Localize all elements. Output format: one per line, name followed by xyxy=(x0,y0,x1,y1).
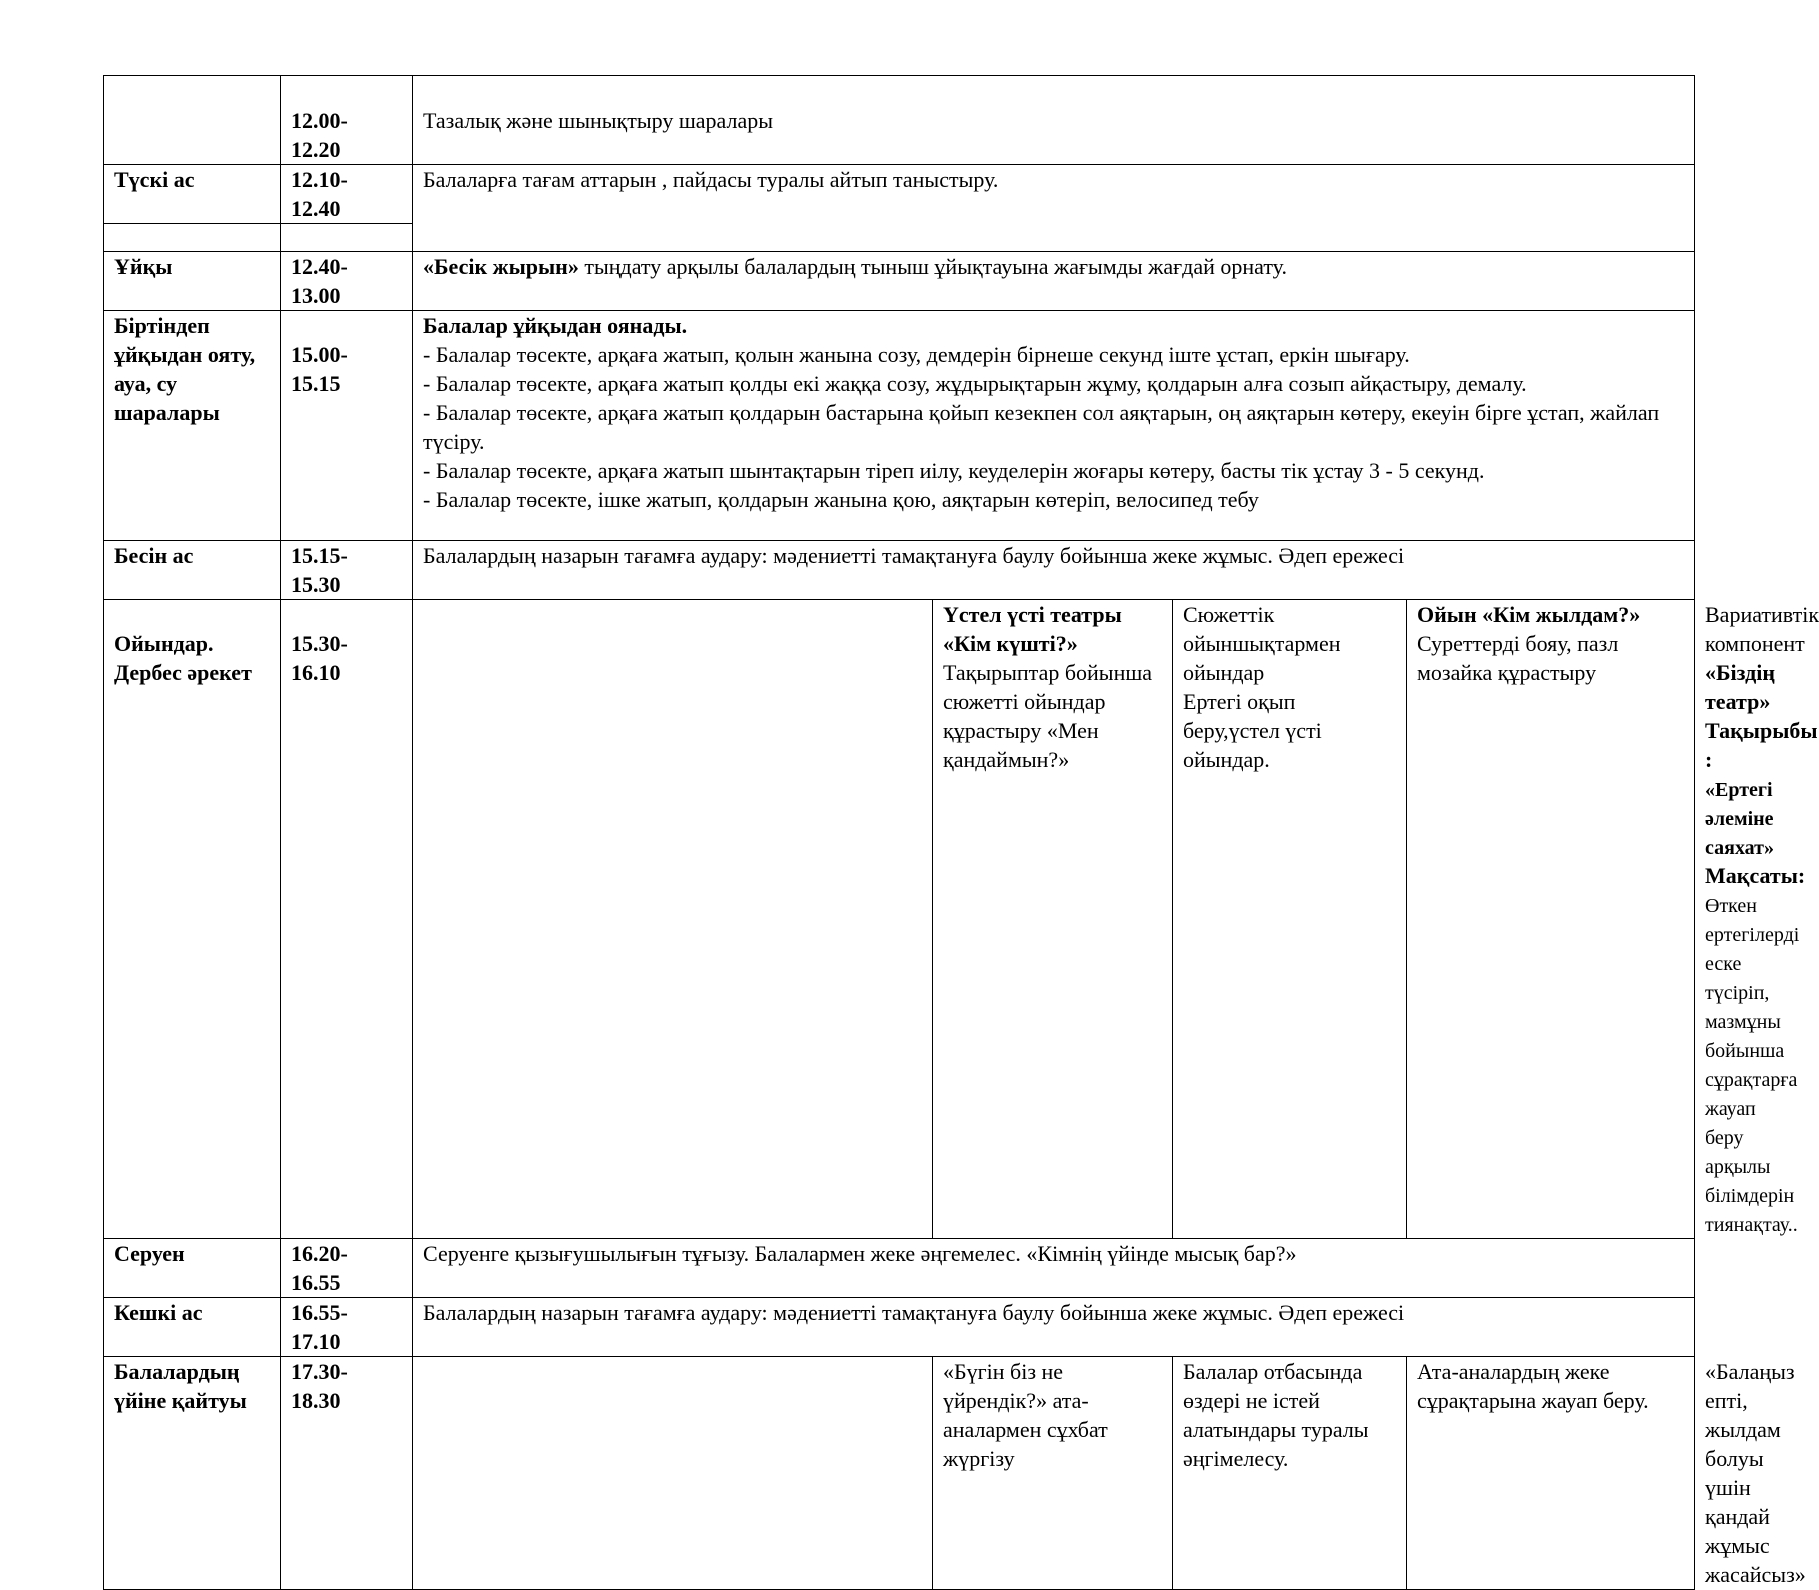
row-snack xyxy=(104,541,1695,600)
row-games: Ойындар. Дербес әрекет 15.30- 16.10 Үстел үсті театры «Кім күшті?» Тақырыптар бойынша сюжетті ойындар құрастыру «Мен қандаймын?» Сюжеттік ойыншықтармен ойындар Ертегі оқып беру,үстел үсті ойындар. Ойын «Кім жылдам?» Суреттерді бояу, пазл мозайка құрастыру Вариативтік компонент «Біздің театр» Тақырыбы : «Ертегі әлеміне саяхат» Мақсаты: Өткен ертегілерді еске түсіріп, мазмұны бойынша сұрақтарға жауап беру арқылы білімдерін тиянақтау.. xyxy=(104,600,1695,1239)
time-cell xyxy=(281,1239,413,1298)
time-cell xyxy=(281,541,413,600)
empty-cell xyxy=(281,224,413,252)
story-games-cell xyxy=(1173,600,1407,1239)
time-cell xyxy=(281,311,413,541)
activity-cell xyxy=(104,76,281,165)
time-range: 12.10- 12.40 xyxy=(291,167,348,221)
content-text: Балаларға тағам аттарын , пайдасы туралы айтып таныстыру. xyxy=(423,167,999,192)
exercise-line: - Балалар төсекте, ішке жатып, қолдарын жанына қою, аяқтарын көтеріп, велосипед тебу xyxy=(423,487,1259,512)
cell-bold-text: Ойын «Кім жылдам?» xyxy=(1417,602,1641,627)
activity-cell: Ұйқы xyxy=(104,252,281,311)
row-dinner xyxy=(104,1298,1695,1357)
time-range: 15.30- 16.10 xyxy=(291,631,348,685)
time-range: 12.00- 12.20 xyxy=(291,108,348,162)
row-lunch xyxy=(104,165,1695,224)
table-theatre-cell xyxy=(933,600,1173,1239)
content-cell xyxy=(413,1298,1695,1357)
who-is-fast-cell xyxy=(1407,600,1695,1239)
time-cell xyxy=(281,1357,413,1590)
goal-label: Мақсаты: xyxy=(1705,863,1806,888)
cell-bold-text: Үстел үсті театры «Кім күшті?» xyxy=(943,602,1122,656)
activity-label: Ойындар. Дербес әрекет xyxy=(114,631,252,685)
time-range: 17.30- 18.30 xyxy=(291,1359,348,1413)
time-range: 15.15- 15.30 xyxy=(291,543,348,597)
row-walk xyxy=(104,1239,1695,1298)
row-hygiene xyxy=(104,76,1695,165)
cell-text: Тақырыптар бойынша сюжетті ойындар құрастыру «Мен қандаймын?» xyxy=(943,660,1153,772)
cell-text: Суреттерді бояу, пазл мозайка құрастыру xyxy=(1417,631,1619,685)
activity-cell: Балалардың үйіне қайтуы xyxy=(104,1357,281,1590)
activity-cell: Түскі ас xyxy=(104,165,281,224)
row-wakeup xyxy=(104,311,1695,541)
daily-schedule-table xyxy=(103,75,1819,1590)
activity-cell: Кешкі ас xyxy=(104,1298,281,1357)
empty-cell xyxy=(104,224,281,252)
goal-value: Өткен ертегілерді еске түсіріп, мазмұны бойынша сұрақтарға жауап беру арқылы білімдерін тиянақтау.. xyxy=(1705,895,1800,1236)
exercise-line: - Балалар төсекте, арқаға жатып қолдарын бастарына қойып кезекпен сол аяқтарын, оң аяқтарын көтеру, екеуін бірге ұстап, жайлап түсіру. xyxy=(423,400,1660,454)
content-text: тыңдату арқылы балалардың тыныш ұйықтауына жағымды жағдай орнату. xyxy=(578,254,1287,279)
activity-cell xyxy=(104,600,281,1239)
time-cell xyxy=(281,1298,413,1357)
activity-cell: Серуен xyxy=(104,1239,281,1298)
home-cell: Ата-аналардың жеке сұрақтарына жауап беру. xyxy=(1407,1357,1695,1590)
content-text: Балалардың назарын тағамға аудару: мәдениетті тамақтануға баулу бойынша жеке жұмыс. Әдеп ережесі xyxy=(423,1300,1405,1325)
activity-cell: Бесін ас xyxy=(104,541,281,600)
content-text: Серуенге қызығушылығын тұғызу. Балалармен жеке әңгемелес. «Кімнің үйінде мысық бар?» xyxy=(423,1241,1297,1266)
content-heading: Балалар ұйқыдан оянады. xyxy=(423,313,688,338)
time-cell xyxy=(281,165,413,224)
content-text: Балалардың назарын тағамға аудару: мәдениетті тамақтануға баулу бойынша жеке жұмыс. Әдеп ережесі xyxy=(423,543,1405,568)
row-home: Балалардың үйіне қайтуы 17.30- 18.30 «Бүгін біз не үйрендік?» ата-аналармен сұхбат жүргізу Балалар отбасында өздері не істей алатындары туралы әңгімелесу. Ата-аналардың жеке сұрақтарына жауап беру. «Балаңыз епті, жылдам болуы үшін қандай жұмыс жасайсыз» xyxy=(104,1357,1695,1590)
content-cell xyxy=(413,76,1695,165)
topic-label: Тақырыбы : xyxy=(1705,718,1818,772)
content-text: Тазалық және шынықтыру шаралары xyxy=(423,108,774,133)
row-sleep xyxy=(104,252,1695,311)
empty-cell xyxy=(413,600,933,1239)
topic-value: «Ертегі әлеміне саяхат» xyxy=(1705,779,1774,859)
activity-cell: Біртіндеп ұйқыдан ояту, ауа, су шаралары xyxy=(104,311,281,541)
time-cell xyxy=(281,600,413,1239)
exercise-line: - Балалар төсекте, арқаға жатып шынтақтарын тіреп иілу, кеуделерін жоғары көтеру, басты тік ұстау 3 - 5 секунд. xyxy=(423,458,1485,483)
content-cell xyxy=(413,311,1695,541)
exercise-line: - Балалар төсекте, арқаға жатып қолды екі жаққа созу, жұдырықтарын жұму, қолдарын алға созып айқастыру, демалу. xyxy=(423,371,1527,396)
time-cell xyxy=(281,252,413,311)
time-range: 12.40- 13.00 xyxy=(291,254,348,308)
time-range: 16.20- 16.55 xyxy=(291,1241,348,1295)
home-cell: Балалар отбасында өздері не істей алатындары туралы әңгімелесу. xyxy=(1173,1357,1407,1590)
content-cell xyxy=(413,1239,1695,1298)
content-cell xyxy=(413,541,1695,600)
content-bold-text: «Бесік жырын» xyxy=(423,254,579,279)
home-cell: «Бүгін біз не үйрендік?» ата-аналармен сұхбат жүргізу xyxy=(933,1357,1173,1590)
time-range: 15.00- 15.15 xyxy=(291,342,348,396)
content-cell xyxy=(413,252,1695,311)
time-range: 16.55- 17.10 xyxy=(291,1300,348,1354)
exercise-line: - Балалар төсекте, арқаға жатып, қолын жанына созу, демдерін бірнеше секунд іште ұстап, еркін шығару. xyxy=(423,342,1410,367)
empty-cell xyxy=(413,1357,933,1590)
content-cell xyxy=(413,165,1695,252)
cell-text: Сюжеттік ойыншықтармен ойындар Ертегі оқып беру,үстел үсті ойындар. xyxy=(1183,602,1341,772)
time-cell xyxy=(281,76,413,165)
